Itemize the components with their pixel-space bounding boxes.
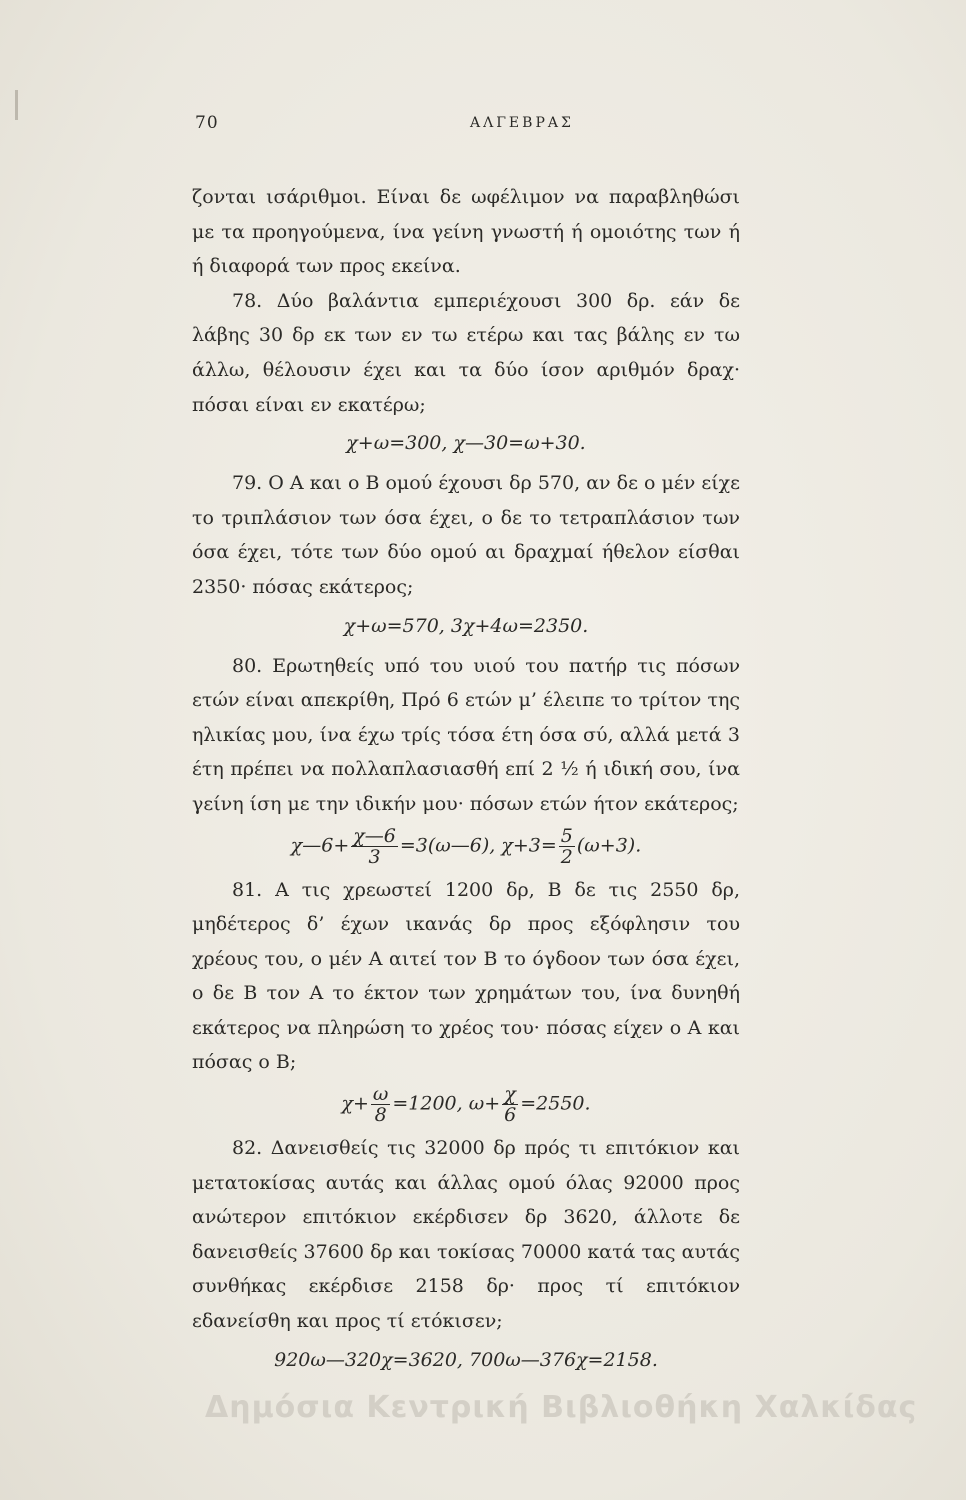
library-watermark: Δημόσια Κεντρική Βιβλιοθήκη Χαλκίδας: [205, 1390, 918, 1425]
eq80-fraction-2: [559, 826, 575, 867]
problem-81: 81. Α τις χρεωστεί 1200 δρ, Β δε τις 2550 δρ, μηδέτερος δ’ έχων ικανάς δρ προς εξόφλησιν του χρέους του, ο μέν Α αιτεί τον Β το όγδοον των όσα έχει, ο δε Β τον Α το έκτον των χρημάτων του, ίνα δυνηθή εκάτερος να πληρώση το χρέος του· πόσας είχεν ο Α και πόσας ο Β;: [192, 878, 740, 1074]
eq81-frac1-numerator: ω: [372, 1083, 389, 1106]
eq80-fraction-1: [351, 826, 398, 867]
problem-78: 78. Δύο βαλάντια εμπεριέχουσι 300 δρ. εάν δε λάβης 30 δρ εκ των εν τω ετέρω και τας βάλης εν τω άλλω, θέλουσιν έχει και τα δύο ίσον αριθμόν δραχ· πόσαι είναι εν εκατέρω;: [192, 289, 740, 416]
problem-82: 82. Δανεισθείς τις 32000 δρ πρός τι επιτόκιον και μετατοκίσας αυτάς και άλλας ομού όλας 92000 προς ανώτερον επιτόκιον εκέρδισεν δρ 3620, άλλοτε δε δανεισθείς 37600 δρ και τοκίσας 70000 κατά τας αυτάς συνθήκας εκέρδισε 2158 δρ· προς τί επιτόκιον εδανείσθη και προς τί ετόκισεν;: [192, 1137, 740, 1333]
equation-81: [192, 1084, 740, 1125]
eq81-part-b: =1200, ω+: [392, 1092, 501, 1115]
eq80-frac2-denominator: 2: [560, 845, 573, 868]
eq81-part-a: χ+: [341, 1092, 369, 1115]
page-header: [195, 113, 735, 143]
problem-79: 79. Ο Α και ο Β ομού έχουσι δρ 570, αν δε ο μέν είχε το τριπλάσιον των όσα έχει, ο δε το τετραπλάσιον των όσα έχει, τότε των δύο ομού αι δραχμαί ήθελον είσθαι 2350· πόσας εκάτερος;: [192, 472, 740, 598]
eq81-fraction-2: [502, 1084, 518, 1125]
running-title: ΑΛΓΕΒΡΑΣ: [470, 115, 574, 131]
eq80-frac1-numerator: χ—6: [353, 824, 396, 847]
eq81-frac2-denominator: 6: [504, 1104, 517, 1127]
scan-edge-mark: [15, 90, 18, 120]
equation-79: χ+ω=570, 3χ+4ω=2350.: [343, 614, 589, 637]
equation-78: χ+ω=300, χ—30=ω+30.: [346, 432, 586, 455]
body-text: [192, 180, 740, 1383]
equation-80: [192, 826, 740, 867]
eq80-frac2-numerator: 5: [560, 824, 573, 847]
equation-82: 920ω—320χ=3620, 700ω—376χ=2158.: [274, 1348, 658, 1371]
paragraph-continuation: ζονται ισάριθμοι. Είναι δε ωφέλιμον να παραβληθώσι με τα προηγούμενα, ίνα γείνη γνωστή ή ομοιότης των ή ή διαφορά των προς εκείνα.: [192, 186, 740, 278]
eq81-fraction-1: [371, 1084, 391, 1125]
eq80-frac1-denominator: 3: [368, 845, 381, 868]
eq81-frac1-denominator: 8: [374, 1104, 387, 1127]
problem-80: 80. Ερωτηθείς υπό του υιού του πατήρ τις πόσων ετών είναι απεκρίθη, Πρό 6 ετών μ’ έλειπε το τρίτον της ηλικίας μου, ίνα έχω τρίς τόσα έτη όσα σύ, αλλά μετά 3 έτη πρέπει να πολλαπλασιασθή επί 2 ½ ή ιδική σου, ίνα γείνη ίση με την ιδικήν μου· πόσων ετών ήτον εκάτερος;: [192, 654, 740, 815]
eq80-part-a: χ—6+: [290, 834, 350, 856]
page-number: 70: [195, 113, 219, 133]
eq80-part-b: =3(ω—6), χ+3=: [399, 834, 557, 856]
eq80-part-c: (ω+3).: [576, 834, 642, 856]
eq81-part-c: =2550.: [520, 1092, 591, 1115]
eq81-frac2-numerator: χ: [502, 1084, 518, 1105]
